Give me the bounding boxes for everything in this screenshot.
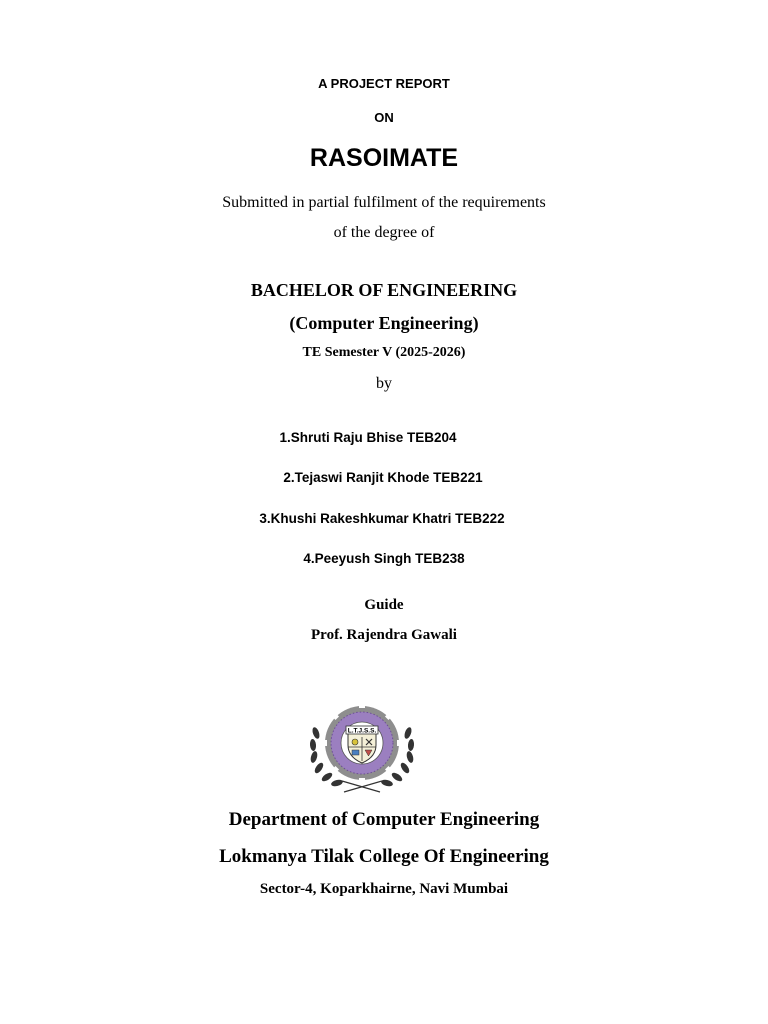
submission-text-line-2: of the degree of — [333, 224, 435, 241]
department-name: Department of Computer Engineering — [228, 809, 540, 830]
team-member-2: 2.Tejaswi Ranjit Khode TEB221 — [283, 470, 483, 485]
logo-text: L.T.J.S.S. — [347, 727, 377, 735]
team-member-3: 3.Khushi Rakeshkumar Khatri TEB222 — [259, 511, 505, 526]
on-label: ON — [374, 110, 394, 125]
report-label: A PROJECT REPORT — [318, 76, 450, 91]
by-label: by — [376, 375, 392, 392]
project-title: RASOIMATE — [309, 144, 459, 172]
degree-branch: (Computer Engineering) — [289, 313, 479, 333]
degree-name: BACHELOR OF ENGINEERING — [250, 280, 518, 300]
guide-name: Prof. Rajendra Gawali — [311, 627, 457, 643]
guide-label: Guide — [364, 597, 404, 613]
team-member-1: 1.Shruti Raju Bhise TEB204 — [279, 430, 457, 445]
college-emblem-icon — [306, 701, 418, 793]
submission-text-line-1: Submitted in partial fulfilment of the requirements — [222, 194, 546, 211]
semester-label: TE Semester V (2025-2026) — [302, 345, 466, 360]
college-name: Lokmanya Tilak College Of Engineering — [219, 846, 549, 867]
team-member-4: 4.Peeyush Singh TEB238 — [303, 551, 465, 566]
college-address: Sector-4, Koparkhairne, Navi Mumbai — [259, 881, 509, 897]
